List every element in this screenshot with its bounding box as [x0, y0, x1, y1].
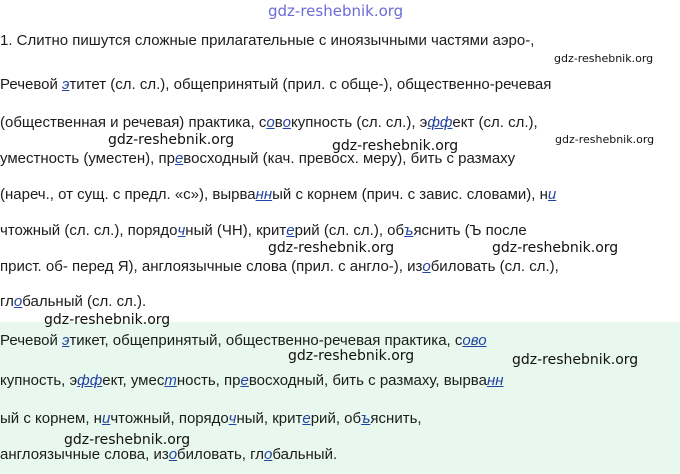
- highlight-letter: ъ: [404, 222, 414, 239]
- watermark: gdz-reshebnik.org: [44, 312, 171, 328]
- highlight-letter: о: [478, 332, 487, 349]
- text-line-8: глобальный (сл. сл.).: [0, 293, 147, 310]
- watermark: gdz-reshebnik.org: [492, 240, 619, 256]
- highlight-letter: нн: [255, 186, 273, 203]
- text-line-3: (общественная и речевая) практика, совокупность (сл. сл.), эффект (сл. сл.),: [0, 114, 538, 131]
- watermark: gdz-reshebnik.org: [108, 132, 235, 148]
- highlight-letter: о: [266, 114, 275, 131]
- watermark: gdz-reshebnik.org: [332, 138, 459, 154]
- highlight-letter: т: [164, 372, 177, 389]
- highlight-letter: е: [240, 372, 249, 389]
- highlight-letter: ч: [228, 410, 237, 427]
- watermark-top: gdz-reshebnik.org: [268, 2, 404, 20]
- highlight-letter: и: [101, 410, 111, 427]
- text-line-1: 1. Слитно пишутся сложные прилагательные с иноязычными частями аэро-,: [0, 32, 535, 49]
- text-line-4: уместность (уместен), превосходный (кач. превосх. меру), бить с размаху: [0, 150, 516, 167]
- text-line-5: (нареч., от сущ. с предл. «с»), вырванный с корнем (прич. с завис. словами), ни: [0, 186, 557, 203]
- answer-line-2: купность, эффект, уместность, превосходный, бить с размаху, вырванн: [0, 372, 504, 389]
- highlight-letter: е: [174, 150, 184, 167]
- highlight-letter: э: [62, 332, 70, 349]
- text-line-6: чтожный (сл. сл.), порядочный (ЧН), критерий (сл. сл.), объяснить (Ъ после: [0, 222, 527, 239]
- highlight-letter: фф: [427, 114, 453, 131]
- watermark: gdz-reshebnik.org: [288, 348, 415, 364]
- highlight-letter: е: [286, 222, 295, 239]
- highlight-letter: ч: [177, 222, 186, 239]
- answer-line-3: ый с корнем, ничтожный, порядочный, критерий, объяснить,: [0, 410, 422, 427]
- answer-line-4: англоязычные слова, изобиловать, глобальный.: [0, 446, 338, 463]
- highlight-letter: е: [302, 410, 311, 427]
- highlight-letter: э: [62, 76, 70, 93]
- answer-line-1: Речевой этикет, общепринятый, общественно-речевая практика, сово: [0, 332, 487, 349]
- highlight-letter: ъ: [361, 410, 371, 427]
- watermark: gdz-reshebnik.org: [64, 432, 191, 448]
- highlight-letter: и: [547, 186, 557, 203]
- text-line-2: Речевой этитет (сл. сл.), общепринятый (прил. с обще-), общественно-речевая: [0, 76, 552, 93]
- highlight-letter: о: [13, 293, 23, 310]
- highlight-letter: ов: [462, 332, 479, 349]
- watermark: gdz-reshebnik.org: [554, 52, 654, 65]
- highlight-letter: нн: [486, 372, 504, 389]
- watermark: gdz-reshebnik.org: [268, 240, 395, 256]
- watermark: gdz-reshebnik.org: [512, 352, 639, 368]
- text-line-7: прист. об- перед Я), англоязычные слова (прил. с англо-), изобиловать (сл. сл.),: [0, 258, 559, 275]
- highlight-letter: о: [168, 446, 178, 463]
- highlight-letter: о: [282, 114, 291, 131]
- highlight-letter: о: [264, 446, 273, 463]
- watermark: gdz-reshebnik.org: [555, 133, 655, 146]
- highlight-letter: о: [422, 258, 431, 275]
- highlight-letter: фф: [77, 372, 103, 389]
